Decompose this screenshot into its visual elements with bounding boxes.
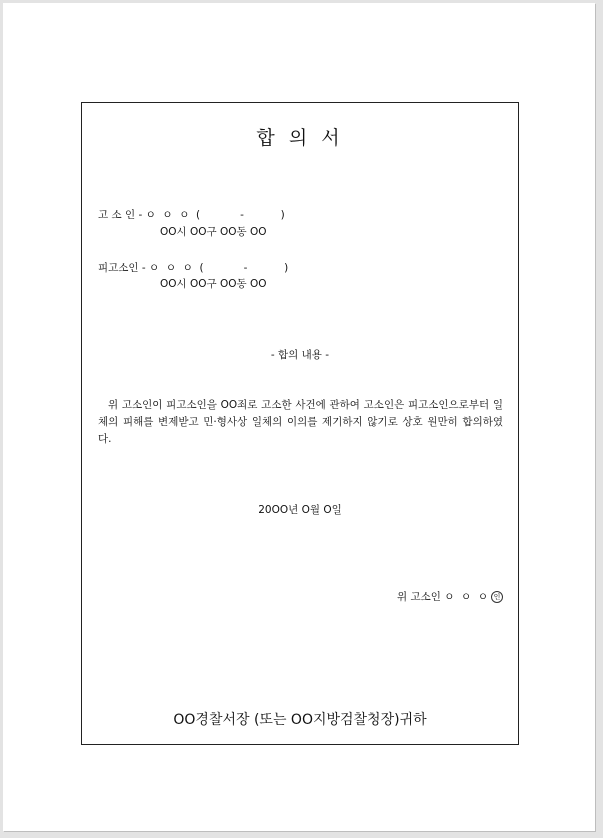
- complainant-line: 고 소 인 - ㅇ ㅇ ㅇ ( - ): [98, 209, 285, 221]
- accused-address: OO시 OO구 OO동 OO: [160, 278, 267, 290]
- document-frame: [81, 102, 519, 745]
- agreement-section-heading: - 합의 내용 -: [270, 349, 330, 361]
- accused-line: 피고소인 - ㅇ ㅇ ㅇ ( - ): [98, 262, 289, 274]
- document-title: 합 의 서: [256, 127, 344, 149]
- addressee: OO경찰서장 (또는 OO지방검찰청장)귀하: [173, 712, 427, 728]
- signer-name: 위 고소인 ㅇ ㅇ ㅇ: [396, 591, 488, 603]
- signer-block: [397, 589, 503, 604]
- seal-mark: 인: [491, 591, 503, 603]
- complainant-address: OO시 OO구 OO동 OO: [160, 226, 267, 238]
- document-page: [3, 3, 595, 831]
- agreement-body: 위 고소인이 피고소인을 OO죄로 고소한 사건에 관하여 고소인은 피고소인으로부터 일체의 피해를 변제받고 민·형사상 일체의 이의를 제기하지 않기로 상호 원만히 합의하였다.: [98, 399, 503, 445]
- document-date: 20OO년 O월 O일: [258, 504, 342, 516]
